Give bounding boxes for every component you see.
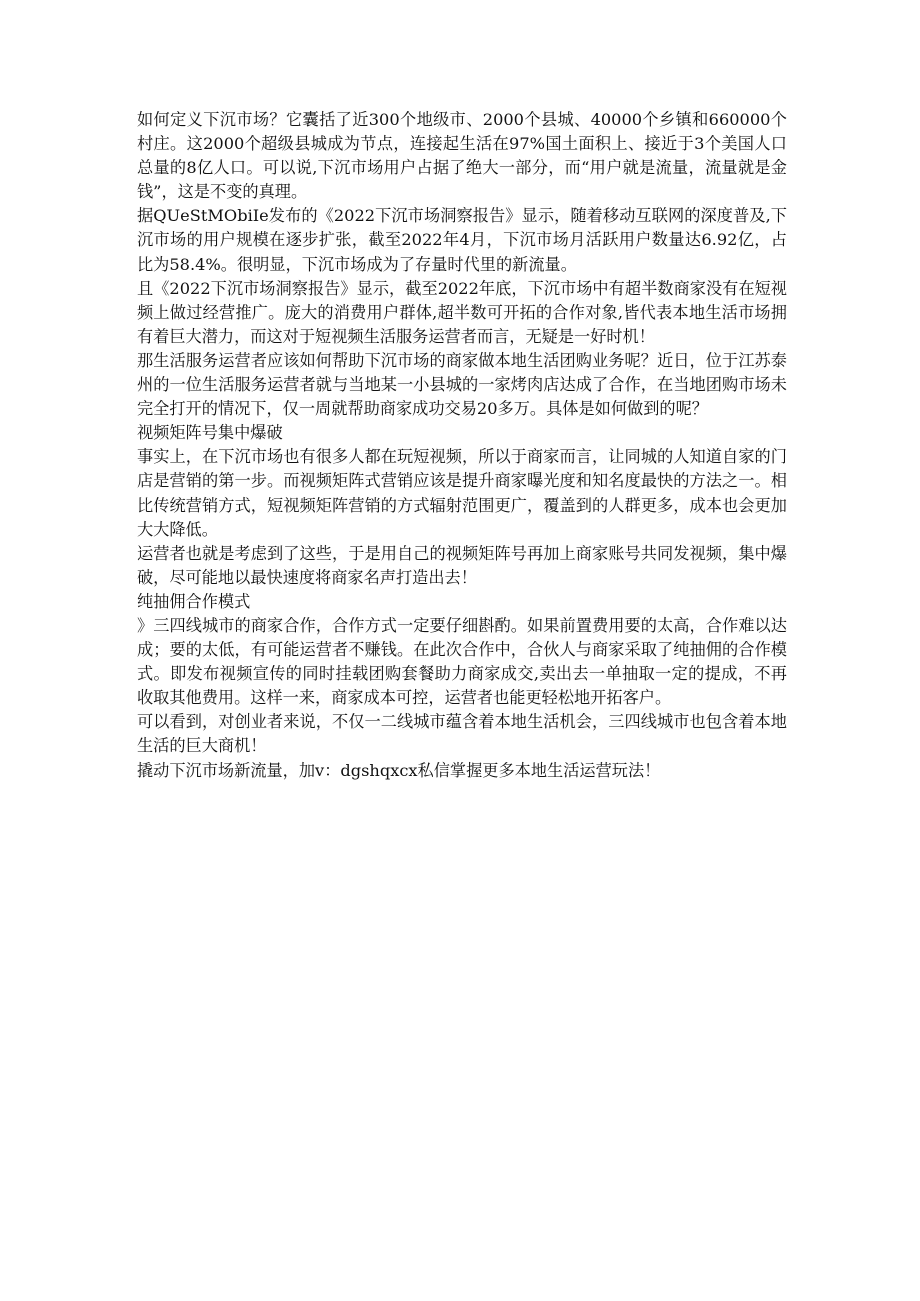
paragraph-report-merchants: 且《2022下沉市场洞察报告》显示，截至2022年底，下沉市场中有超半数商家没有在短视频上做过经营推广。庞大的消费用户群体,超半数可开拓的合作对象,皆代表本地生活市场拥有着巨大潜力，而这对于短视频生活服务运营者而言，无疑是一好时机！ bbox=[137, 278, 787, 346]
paragraph-contact: 撬动下沉市场新流量，加v：dgshqxcx私信掌握更多本地生活运营玩法！ bbox=[137, 760, 661, 780]
section-heading-video-matrix: 视频矩阵号集中爆破 bbox=[137, 423, 283, 443]
paragraph-commission-1: 》三四线城市的商家合作，合作方式一定要仔细斟酌。如果前置费用要的太高，合作难以达成；要的太低，有可能运营者不赚钱。在此次合作中，合伙人与商家采取了纯抽佣的合作模式。即发布视频宣传的同时挂载团购套餐助力商家成交,卖出去一单抽取一定的提成，不再收取其他费用。这样一来，商家成本可控，运营者也能更轻松地开拓客户。 bbox=[137, 615, 787, 708]
paragraph-case-study: 那生活服务运营者应该如何帮助下沉市场的商家做本地生活团购业务呢？近日，位于江苏泰州的一位生活服务运营者就与当地某一小县城的一家烤肉店达成了合作，在当地团购市场未完全打开的情况下，仅一周就帮助商家成功交易20多万。具体是如何做到的呢？ bbox=[137, 350, 787, 419]
paragraph-video-matrix-2: 运营者也就是考虑到了这些，于是用自己的视频矩阵号再加上商家账号共同发视频，集中爆破，尽可能地以最快速度将商家名声打造出去！ bbox=[137, 543, 787, 587]
paragraph-intro: 如何定义下沉市场？它囊括了近300个地级市、2000个县城、40000个乡镇和660000个村庄。这2000个超级县城成为节点，连接起生活在97%国土面积上、接近于3个美国人口总量的8亿人口。可以说,下沉市场用户占据了绝大一部分，而“用户就是流量，流量就是金钱”，这是不变的真理。 bbox=[137, 110, 787, 202]
paragraph-commission-2: 可以看到，对创业者来说，不仅一二线城市蕴含着本地生活机会，三四线城市也包含着本地生活的巨大商机！ bbox=[137, 712, 787, 756]
document-body bbox=[137, 108, 787, 783]
paragraph-video-matrix-1: 事实上，在下沉市场也有很多人都在玩短视频，所以于商家而言，让同城的人知道自家的门店是营销的第一步。而视频矩阵式营销应该是提升商家曝光度和知名度最快的方法之一。相比传统营销方式，短视频矩阵营销的方式辐射范围更广，覆盖到的人群更多，成本也会更加大大降低。 bbox=[137, 447, 787, 539]
paragraph-report-stats: 据QUeStMObiIe发布的《2022下沉市场洞察报告》显示，随着移动互联网的深度普及,下沉市场的用户规模在逐步扩张，截至2022年4月，下沉市场月活跃用户数量达6.92亿，占比为58.4%。很明显，下沉市场成为了存量时代里的新流量。 bbox=[137, 206, 787, 274]
section-heading-commission-model: 纯抽佣合作模式 bbox=[137, 591, 251, 611]
